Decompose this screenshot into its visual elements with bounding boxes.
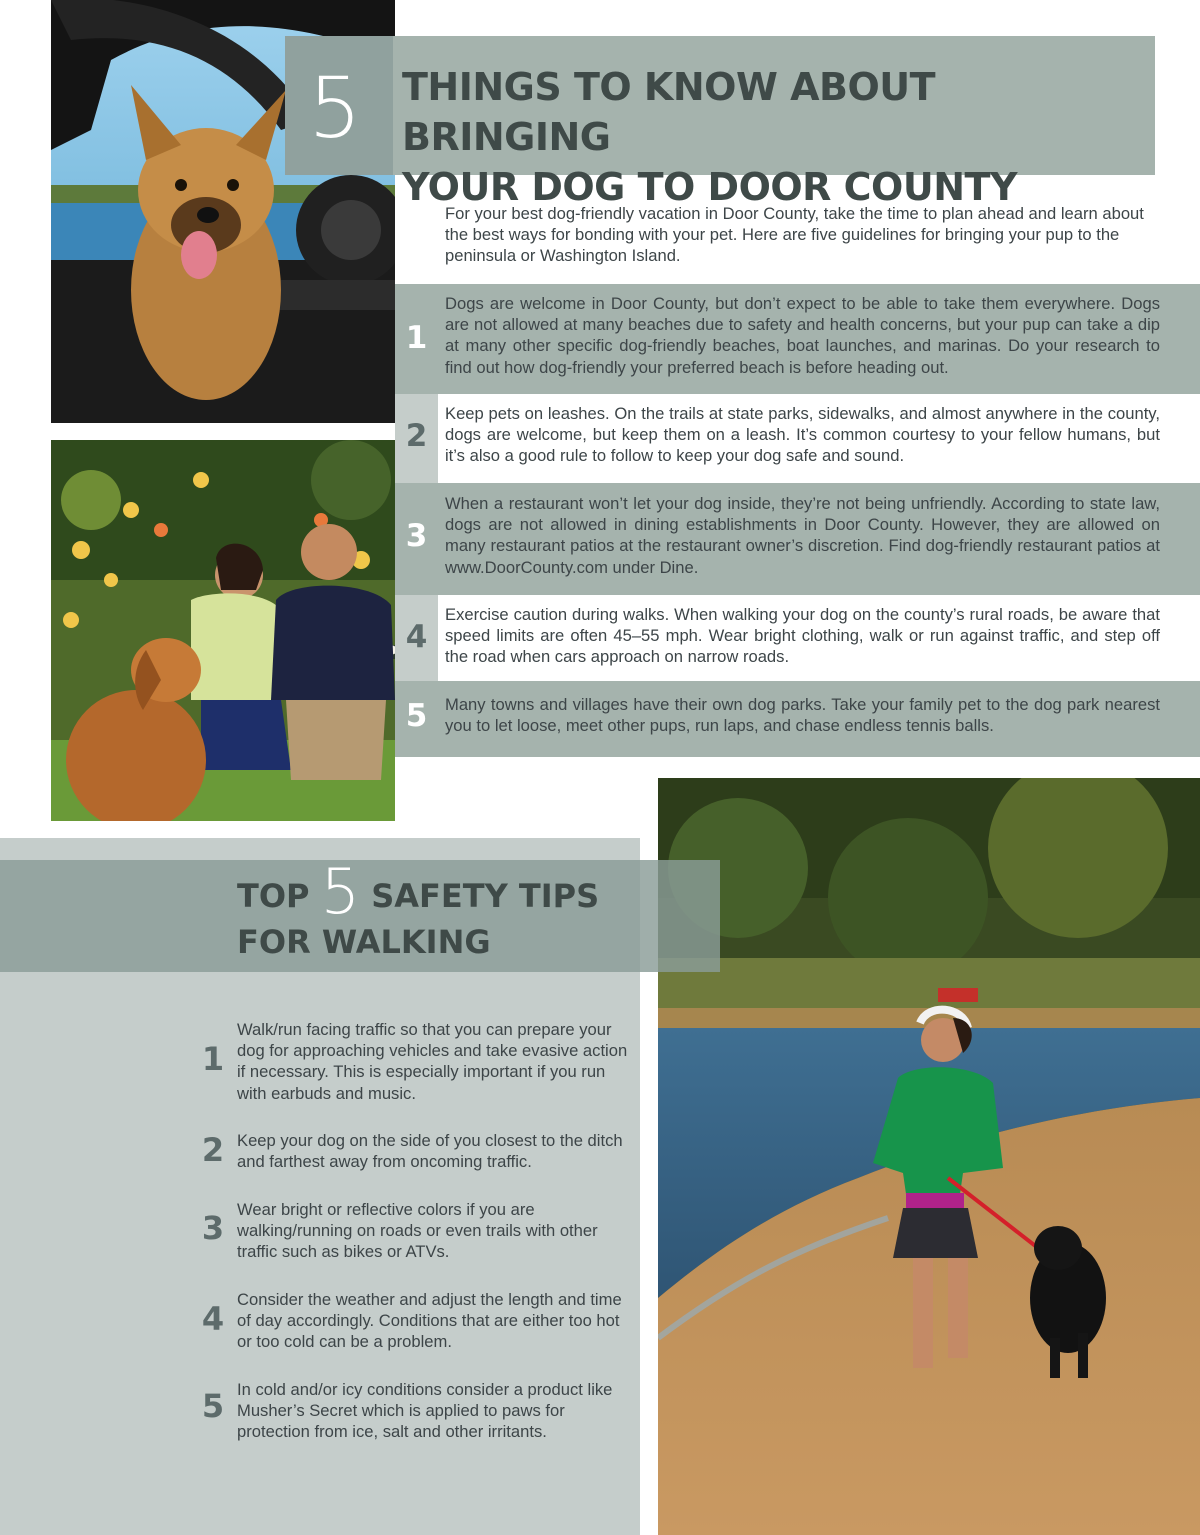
- tip-text: Exercise caution during walks. When walking your dog on the county’s rural roads, be aware that speed limits are often 45–55 mph. Wear bright clothing, walk or run against traffic, and step off the road when cars approach on narrow roads.: [445, 605, 1160, 667]
- safety-tip-text: Keep your dog on the side of you closest to the ditch and farthest away from oncoming traffic.: [237, 1131, 623, 1172]
- page-title: [402, 62, 1152, 212]
- tip-band-3: [395, 483, 1200, 595]
- tip-number: 5: [405, 698, 428, 734]
- safety-title-line2: FOR WALKING: [237, 923, 491, 961]
- page-title-line1: THINGS TO KNOW ABOUT BRINGING: [402, 65, 936, 159]
- safety-tip-number: 4: [201, 1300, 225, 1338]
- photo-couple-dining-with-dog: [51, 440, 395, 821]
- safety-tip-text: Consider the weather and adjust the length and time of day accordingly. Conditions that are either too hot or too cold can be a problem.: [237, 1290, 622, 1352]
- tip-band-5: [395, 681, 1200, 757]
- tip-text: Keep pets on leashes. On the trails at state parks, sidewalks, and almost anywhere in the county, dogs are welcome, but keep them on a leash. It’s common courtesy to your fellow humans, but it’s also a good rule to follow to keep your dog safe and sound.: [445, 404, 1160, 466]
- safety-title-rest: SAFETY TIPS: [371, 877, 600, 915]
- page-title-line2: YOUR DOG TO DOOR COUNTY: [402, 165, 1017, 209]
- tip-text: Many towns and villages have their own dog parks. Take your family pet to the dog park nearest you to let loose, meet other pups, run laps, and chase endless tennis balls.: [445, 695, 1160, 736]
- intro-paragraph: For your best dog-friendly vacation in Door County, take the time to plan ahead and learn about the best ways for bonding with your pet. Here are five guidelines for bringing your pup to the peninsula or Washington Island.: [445, 204, 1144, 265]
- safety-tip-number: 1: [201, 1040, 225, 1078]
- tip-band-4: [395, 595, 1200, 681]
- header-number: 5: [308, 59, 362, 157]
- tip-number: 3: [405, 518, 428, 554]
- safety-tips-title: [237, 855, 697, 965]
- safety-title-top: TOP: [237, 877, 310, 915]
- safety-tip-number: 2: [201, 1131, 225, 1169]
- tip-band-1: [395, 284, 1200, 394]
- safety-tip-number: 5: [201, 1387, 225, 1425]
- photo-woman-running-with-dog: [658, 778, 1200, 1535]
- tip-number: 2: [405, 418, 428, 454]
- safety-tip-number: 3: [201, 1209, 225, 1247]
- tip-text: When a restaurant won’t let your dog inside, they’re not being unfriendly. According to state law, dogs are not allowed in dining establishments in Door County. However, they are allowed on many restaurant patios at the restaurant owner’s discretion. Find dog-friendly restaurant patios at www.DoorCounty.com under Dine.: [445, 494, 1160, 577]
- safety-tip-text: Wear bright or reflective colors if you are walking/running on roads or even trails with other traffic such as bikes or ATVs.: [237, 1200, 598, 1262]
- tip-text: Dogs are welcome in Door County, but don’t expect to be able to take them everywhere. Dogs are not allowed at many beaches due to safety and health concerns, but your pup can take a dip at many other specific dog-friendly beaches, boat launches, and marinas. Do your research to find out how dog-friendly your preferred beach is before heading out.: [445, 294, 1160, 377]
- tip-number: 1: [405, 320, 428, 356]
- tip-number: 4: [405, 619, 428, 655]
- safety-tip-text: In cold and/or icy conditions consider a product like Musher’s Secret which is applied to paws for protection from ice, salt and other irritants.: [237, 1380, 613, 1442]
- tip-band-2: [395, 394, 1200, 483]
- safety-tip-text: Walk/run facing traffic so that you can prepare your dog for approaching vehicles and take evasive action if necessary. This is especially important if you run with earbuds and music.: [237, 1020, 628, 1103]
- safety-title-number: 5: [320, 855, 361, 928]
